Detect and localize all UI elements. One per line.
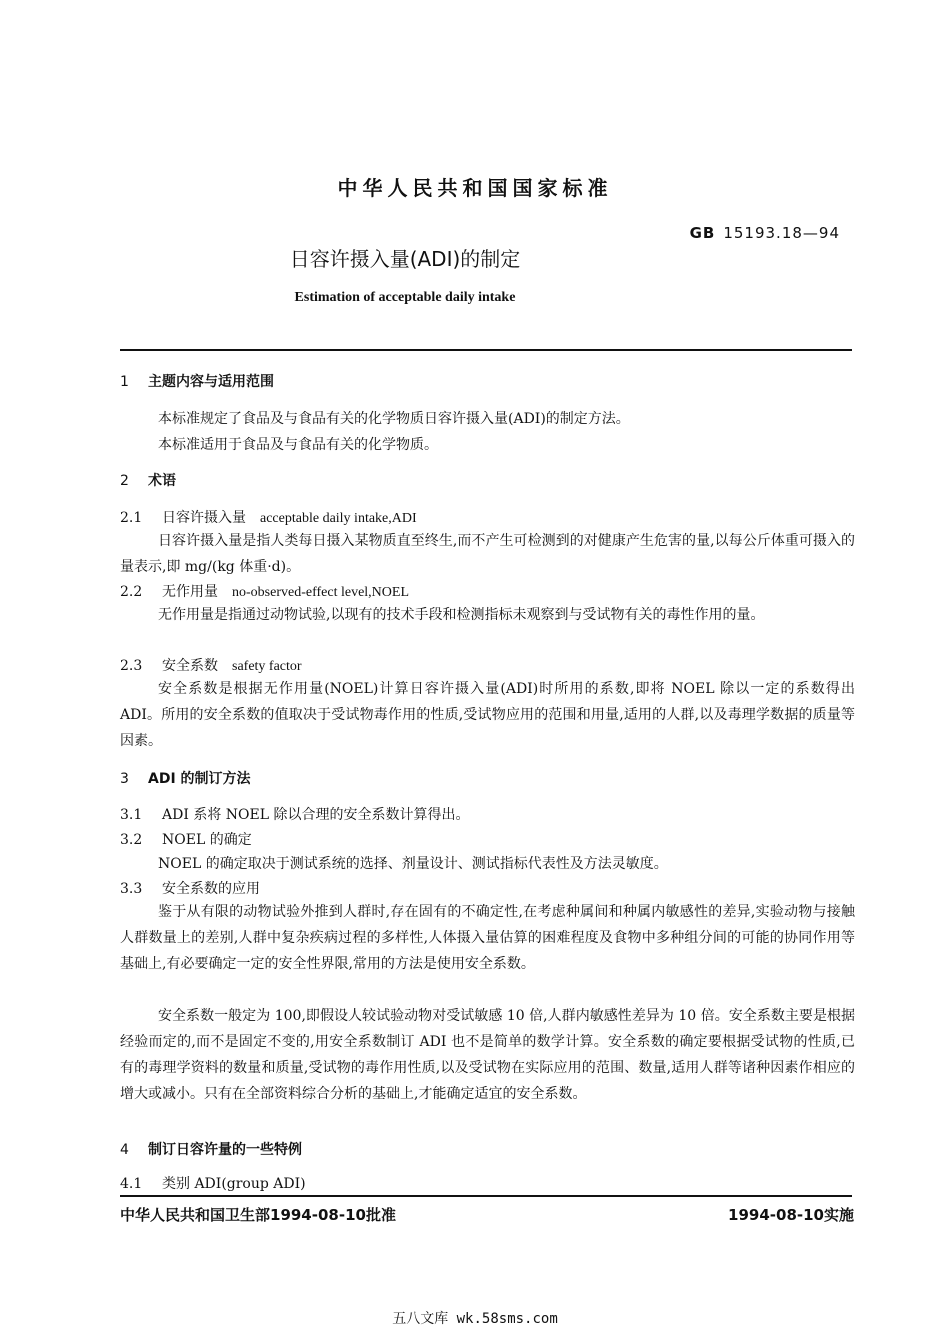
document-title-en: Estimation of acceptable daily intake [294, 290, 516, 305]
clause-number: 3.1 [120, 807, 143, 823]
section-number: 3 [120, 771, 129, 787]
clause-number: 2.2 [120, 584, 143, 600]
clause-number: 2.3 [120, 658, 143, 674]
section-2-heading [120, 470, 176, 490]
site-watermark: 五八文库 wk.58sms.com [392, 1311, 558, 1327]
header-rule [120, 349, 852, 351]
section-title: 制订日容许量的一些特例 [148, 1142, 302, 1158]
clause-term-en: safety factor [232, 659, 302, 674]
clause-4-1 [120, 1173, 306, 1193]
clause-text: 安全系数的应用 [162, 881, 260, 897]
clause-text: NOEL 的确定 [162, 832, 252, 848]
clause-number: 4.1 [120, 1176, 143, 1192]
standard-code [690, 224, 840, 242]
section-title: 术语 [148, 473, 176, 489]
clause-number: 3.2 [120, 832, 143, 848]
clause-text: 类别 ADI(group ADI) [162, 1176, 306, 1192]
section-1-heading [120, 371, 274, 391]
section-title: 主题内容与适用范围 [148, 374, 274, 390]
clause-term-en: acceptable daily intake,ADI [260, 511, 417, 526]
clause-3-2-body: NOEL 的确定取决于测试系统的选择、剂量设计、测试指标代表性及方法灵敏度。 [158, 856, 668, 872]
section-number: 4 [120, 1142, 129, 1158]
clause-2-1-heading [120, 507, 417, 527]
section-number: 2 [120, 473, 129, 489]
clause-3-2-heading [120, 829, 252, 849]
clause-number: 2.1 [120, 510, 143, 526]
footer-rule [120, 1195, 852, 1197]
approval-line: 中华人民共和国卫生部1994-08-10批准 [120, 1206, 396, 1224]
clause-3-1 [120, 804, 469, 824]
clause-term: 无作用量 [162, 584, 218, 600]
section-number: 1 [120, 374, 129, 390]
document-title-zh: 日容许摄入量(ADI)的制定 [289, 247, 521, 271]
standard-code-number: 15193.18—94 [723, 224, 840, 242]
clause-2-2-heading [120, 581, 409, 601]
section-1-para-1: 本标准规定了食品及与食品有关的化学物质日容许摄入量(ADI)的制定方法。 [158, 411, 630, 427]
clause-3-3-heading [120, 878, 260, 898]
section-1-para-2: 本标准适用于食品及与食品有关的化学物质。 [158, 437, 438, 453]
clause-2-1-body: 日容许摄入量是指人类每日摄入某物质直至终生,而不产生可检测到的对健康产生危害的量,以每公斤体重可摄入的量表示,即 mg/(kg 体重·d)。 [120, 533, 855, 575]
clause-term: 安全系数 [162, 658, 218, 674]
clause-number: 3.3 [120, 881, 143, 897]
section-title: ADI 的制订方法 [148, 771, 251, 787]
section-4-heading [120, 1139, 302, 1159]
clause-2-2-body: 无作用量是指通过动物试验,以现有的技术手段和检测指标未观察到与受试物有关的毒性作用的量。 [158, 607, 765, 623]
implementation-date: 1994-08-10实施 [728, 1206, 854, 1224]
clause-text: ADI 系将 NOEL 除以合理的安全系数计算得出。 [162, 807, 470, 823]
section-3-heading [120, 768, 251, 788]
clause-term: 日容许摄入量 [162, 510, 246, 526]
standard-code-prefix: GB [689, 224, 716, 242]
clause-2-3-body: 安全系数是根据无作用量(NOEL)计算日容许摄入量(ADI)时所用的系数,即将 NOEL 除以一定的系数得出 ADI。所用的安全系数的值取决于受试物毒作用的性质,受试物应用的范围和用量,适用的人群,以及毒理学数据的质量等因素。 [120, 681, 855, 749]
national-standard-heading: 中华人民共和国国家标准 [337, 176, 613, 200]
clause-3-3-body-1: 鉴于从有限的动物试验外推到人群时,存在固有的不确定性,在考虑种属间和种属内敏感性的差异,实验动物与接触人群数量上的差别,人群中复杂疾病过程的多样性,人体摄入量估算的困难程度及食物中多种组分间的可能的协同作用等基础上,有必要确定一定的安全性界限,常用的方法是使用安全系数。 [120, 904, 855, 972]
clause-3-3-body-2: 安全系数一般定为 100,即假设人较试验动物对受试敏感 10 倍,人群内敏感性差异为 10 倍。安全系数主要是根据经验而定的,而不是固定不变的,用安全系数制订 ADI 也不是简单的数学计算。安全系数的确定要根据受试物的性质,已有的毒理学资料的数量和质量,受试物的毒作用性质,以及受试物在实际应用的范围、数量,适用人群等诸种因素作相应的增大或减小。只有在全部资料综合分析的基础上,才能确定适宜的安全系数。 [120, 1008, 855, 1102]
clause-term-en: no-observed-effect level,NOEL [232, 585, 409, 600]
clause-2-3-heading [120, 655, 302, 675]
